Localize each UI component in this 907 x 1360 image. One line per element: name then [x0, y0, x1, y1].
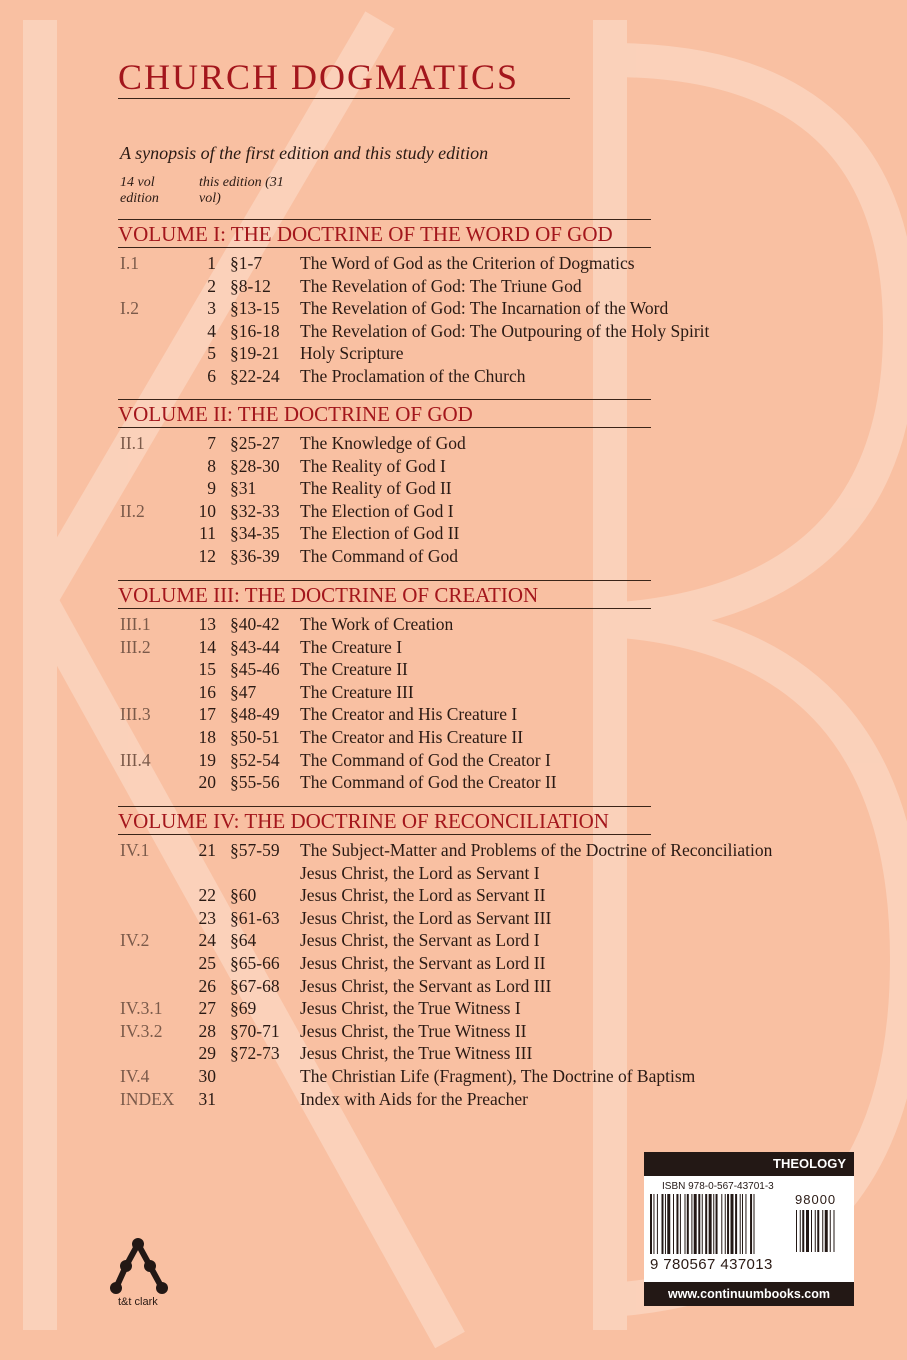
title-cell: The Creature II [300, 659, 408, 680]
legend-this-edition: this edition (31 vol) [199, 175, 284, 206]
edition-cell: INDEX [120, 1088, 175, 1109]
volume-number-cell: 21 [198, 840, 216, 860]
volume-number-cell: 3 [207, 298, 216, 319]
barcode-bar [731, 1194, 734, 1254]
title-cell: The Knowledge of God [300, 433, 466, 453]
table-row [118, 658, 651, 681]
table-row [118, 613, 651, 636]
section-cell: §1-7 [230, 253, 263, 273]
volume-rows [118, 839, 773, 1110]
barcode-bar [685, 1194, 686, 1254]
volume-number-cell: 28 [198, 1020, 216, 1041]
title-cell: The Work of Creation [300, 614, 454, 634]
volume-number-cell: 9 [207, 478, 216, 499]
category-label: THEOLOGY [644, 1152, 854, 1176]
volume-heading: VOLUME II: THE DOCTRINE OF GOD [118, 402, 473, 426]
section-cell: §25-27 [230, 433, 280, 453]
volume-heading: VOLUME IV: THE DOCTRINE OF RECONCILIATION [118, 809, 609, 833]
edition-cell: IV.1 [120, 840, 150, 860]
title-cell: The Creature III [300, 681, 414, 702]
title-cell: The Proclamation of the Church [300, 365, 526, 386]
subtitle: A synopsis of the first edition and this study edition [120, 143, 489, 163]
barcode-bar [650, 1194, 652, 1254]
table-row [118, 320, 710, 343]
section-cell: §28-30 [230, 455, 280, 476]
barcode-addon-bar [830, 1210, 831, 1252]
volume-4-section [118, 806, 773, 1110]
barcode-bar [676, 1194, 678, 1254]
table-row [118, 839, 773, 862]
barcode-addon-bar [802, 1210, 804, 1252]
table-row [118, 952, 651, 975]
barcode-bar [705, 1194, 707, 1254]
volume-number-cell: 25 [198, 952, 216, 973]
barcode-addon-bar [815, 1210, 816, 1252]
table-row [118, 726, 651, 749]
edition-cell: IV.3.2 [120, 1020, 163, 1041]
barcode-addon-bar [822, 1210, 823, 1252]
volume-number-cell: 19 [198, 749, 216, 770]
title-cell: Jesus Christ, the Servant as Lord I [300, 930, 540, 951]
barcode-bar [673, 1194, 674, 1254]
table-row [118, 275, 651, 298]
section-cell: §64 [230, 930, 257, 951]
edition-cell: III.2 [120, 636, 151, 657]
section-cell: §55-56 [230, 772, 280, 793]
section-cell: §70-71 [230, 1020, 280, 1041]
volume-number-cell: 27 [198, 998, 216, 1019]
title-cell: The Word of God as the Criterion of Dogmatics [300, 253, 635, 273]
barcode-addon-bar [796, 1210, 797, 1252]
section-cell: §8-12 [230, 275, 271, 296]
section-cell: §32-33 [230, 500, 280, 521]
section-cell: §65-66 [230, 952, 280, 973]
volume-rule [118, 427, 651, 428]
volume-number-cell: 30 [198, 1065, 216, 1086]
volume-number-cell: 22 [198, 885, 216, 906]
volume-number-cell: 7 [207, 433, 216, 453]
barcode-bars [650, 1194, 794, 1254]
title-cell: The Creature I [300, 636, 403, 657]
edition-cell: I.1 [120, 253, 139, 273]
barcode-bar [740, 1194, 741, 1254]
barcode-addon: 98000 [795, 1192, 837, 1207]
table-row [118, 522, 651, 545]
barcode-bar [709, 1194, 712, 1254]
volume-rule [118, 247, 651, 248]
publisher-name: t&t clark [118, 1296, 158, 1308]
title-cell: Jesus Christ, the True Witness II [300, 1020, 527, 1041]
title-cell: The Reality of God I [300, 455, 446, 476]
barcode-bar [754, 1194, 755, 1254]
edition-cell: III.4 [120, 749, 151, 770]
table-row [118, 884, 651, 907]
table-row [118, 365, 651, 388]
table-row [118, 1088, 651, 1111]
volume-rule [118, 580, 651, 581]
title-cell: Holy Scripture [300, 343, 404, 364]
section-cell: §72-73 [230, 1043, 280, 1064]
section-cell: §47 [230, 681, 257, 702]
barcode-bar [653, 1194, 654, 1254]
title-cell: The Subject-Matter and Problems of the Doctrine of Reconciliation [300, 840, 773, 860]
title-cell: The Revelation of God: The Incarnation of the Word [300, 298, 669, 319]
section-cell: §22-24 [230, 365, 280, 386]
edition-cell: II.2 [120, 500, 145, 521]
title-cell: The Christian Life (Fragment), The Doctrine of Baptism [300, 1065, 696, 1086]
section-cell: §48-49 [230, 704, 280, 725]
title-cell: Jesus Christ, the True Witness III [300, 1043, 533, 1064]
publisher-website: www.continuumbooks.com [644, 1282, 854, 1306]
edition-cell: I.2 [120, 298, 139, 319]
table-row [118, 907, 651, 930]
section-cell: §40-42 [230, 614, 280, 634]
book-title: CHURCH DOGMATICS [118, 57, 520, 97]
volume-number-cell: 12 [198, 545, 216, 566]
edition-cell: IV.2 [120, 930, 150, 951]
section-cell: §34-35 [230, 523, 280, 544]
title-cell: The Reality of God II [300, 478, 452, 499]
volume-rows [118, 252, 710, 388]
barcode-addon-bars [796, 1210, 848, 1252]
section-cell: §31 [230, 478, 257, 499]
table-row [118, 432, 651, 455]
section-cell: §60 [230, 885, 257, 906]
volume-number-cell: 13 [198, 614, 216, 634]
volume-heading: VOLUME III: THE DOCTRINE OF CREATION [118, 583, 539, 607]
volume-number-cell: 16 [198, 681, 216, 702]
barcode-bar [750, 1194, 752, 1254]
title-cell: The Command of God the Creator II [300, 772, 557, 793]
volume-number-cell: 23 [198, 907, 216, 928]
section-cell: §61-63 [230, 907, 280, 928]
volume-number-cell: 15 [198, 659, 216, 680]
publisher-logo-icon [108, 1236, 178, 1296]
title-cell: The Election of God I [300, 500, 454, 521]
volume-number-cell: 31 [198, 1088, 216, 1109]
barcode-addon-bar [817, 1210, 819, 1252]
title-cell: Jesus Christ, the Servant as Lord II [300, 952, 546, 973]
barcode-addon-bar [825, 1210, 828, 1252]
section-cell: §45-46 [230, 659, 280, 680]
volume-number-cell: 4 [207, 320, 216, 341]
barcode-bar [721, 1194, 722, 1254]
table-row [118, 929, 651, 952]
title-cell: The Creator and His Creature II [300, 726, 524, 747]
barcode-addon-bar [811, 1210, 812, 1252]
title-cell: The Creator and His Creature I [300, 704, 518, 725]
volume-2-section [118, 399, 651, 568]
table-row [118, 1042, 651, 1065]
table-row [118, 862, 651, 885]
volume-number-cell: 14 [198, 636, 216, 657]
barcode-bar [702, 1194, 703, 1254]
table-row [118, 975, 651, 998]
legend-first-edition: 14 vol edition [120, 175, 159, 206]
volume-rows [118, 613, 651, 794]
table-row [118, 703, 651, 726]
table-row [118, 342, 651, 365]
barcode-bar [727, 1194, 729, 1254]
title-cell: Jesus Christ, the True Witness I [300, 998, 521, 1019]
volume-number-cell: 8 [207, 455, 216, 476]
barcode-bar [691, 1194, 692, 1254]
section-cell: §36-39 [230, 545, 280, 566]
edition-cell: IV.4 [120, 1065, 150, 1086]
title-cell: Jesus Christ, the Servant as Lord III [300, 975, 552, 996]
section-cell: §69 [230, 998, 257, 1019]
barcode-bar [662, 1194, 664, 1254]
barcode-panel [644, 1152, 854, 1306]
table-row [118, 749, 651, 772]
title-cell: Jesus Christ, the Lord as Servant I [300, 862, 540, 883]
table-row [118, 500, 651, 523]
volume-number-cell: 2 [207, 275, 216, 296]
table-row [118, 252, 651, 275]
barcode-bar [698, 1194, 700, 1254]
section-cell: §19-21 [230, 343, 280, 364]
volume-number-cell: 10 [198, 500, 216, 521]
barcode-addon-bar [834, 1210, 835, 1252]
volume-rule [118, 834, 651, 835]
volume-3-section [118, 580, 651, 794]
barcode-bar [657, 1194, 658, 1254]
title-cell: The Command of God the Creator I [300, 749, 551, 770]
barcode-bar [716, 1194, 718, 1254]
section-cell: §52-54 [230, 749, 280, 770]
title-cell: The Revelation of God: The Outpouring of the Holy Spirit [300, 320, 710, 341]
table-row [118, 681, 651, 704]
barcode-addon-bar [800, 1210, 801, 1252]
barcode-bar [694, 1194, 697, 1254]
volume-rule [118, 399, 651, 400]
barcode-bar [735, 1194, 737, 1254]
volume-rows [118, 432, 651, 568]
edition-cell: III.1 [120, 614, 151, 634]
section-cell: §67-68 [230, 975, 280, 996]
volume-number-cell: 24 [198, 930, 216, 951]
volume-number-cell: 6 [207, 365, 216, 386]
section-cell: §57-59 [230, 840, 280, 860]
volume-rule [118, 219, 651, 220]
volume-rule [118, 608, 651, 609]
edition-cell: II.1 [120, 433, 145, 453]
title-cell: The Command of God [300, 545, 458, 566]
barcode-bar [665, 1194, 666, 1254]
section-cell: §13-15 [230, 298, 280, 319]
table-row [118, 771, 651, 794]
title-cell: Jesus Christ, the Lord as Servant III [300, 907, 552, 928]
volume-heading: VOLUME I: THE DOCTRINE OF THE WORD OF GOD [118, 222, 613, 246]
volume-number-cell: 1 [207, 253, 216, 273]
barcode-bar [742, 1194, 743, 1254]
title-cell: The Election of God II [300, 523, 460, 544]
volume-number-cell: 20 [198, 772, 216, 793]
barcode-bar [713, 1194, 714, 1254]
volume-number-cell: 11 [199, 523, 216, 544]
barcode-digits: 9 780567 437013 [650, 1256, 773, 1273]
table-row [118, 1065, 696, 1088]
volume-number-cell: 29 [198, 1043, 216, 1064]
table-row [118, 1020, 651, 1043]
table-row [118, 997, 651, 1020]
table-row [118, 545, 651, 568]
volume-number-cell: 17 [198, 704, 216, 725]
title-cell: Jesus Christ, the Lord as Servant II [300, 885, 546, 906]
barcode-bar [680, 1194, 681, 1254]
barcode-bar [725, 1194, 726, 1254]
title-rule [118, 98, 570, 99]
section-cell: §43-44 [230, 636, 280, 657]
table-row [118, 477, 651, 500]
volume-rule [118, 806, 651, 807]
table-row [118, 297, 669, 320]
volume-number-cell: 5 [207, 343, 216, 364]
section-cell: §16-18 [230, 320, 280, 341]
barcode-addon-bar [806, 1210, 809, 1252]
volume-1-section [118, 219, 710, 388]
table-row [118, 636, 651, 659]
section-cell: §50-51 [230, 726, 280, 747]
table-row [118, 455, 651, 478]
barcode-bar [745, 1194, 746, 1254]
volume-number-cell: 26 [198, 975, 216, 996]
barcode-bar [687, 1194, 689, 1254]
volume-number-cell: 18 [198, 726, 216, 747]
title-cell: Index with Aids for the Preacher [300, 1088, 528, 1109]
edition-cell: III.3 [120, 704, 151, 725]
isbn-text: ISBN 978-0-567-43701-3 [662, 1181, 774, 1192]
barcode-bar [667, 1194, 670, 1254]
title-cell: The Revelation of God: The Triune God [300, 275, 582, 296]
edition-cell: IV.3.1 [120, 998, 163, 1019]
